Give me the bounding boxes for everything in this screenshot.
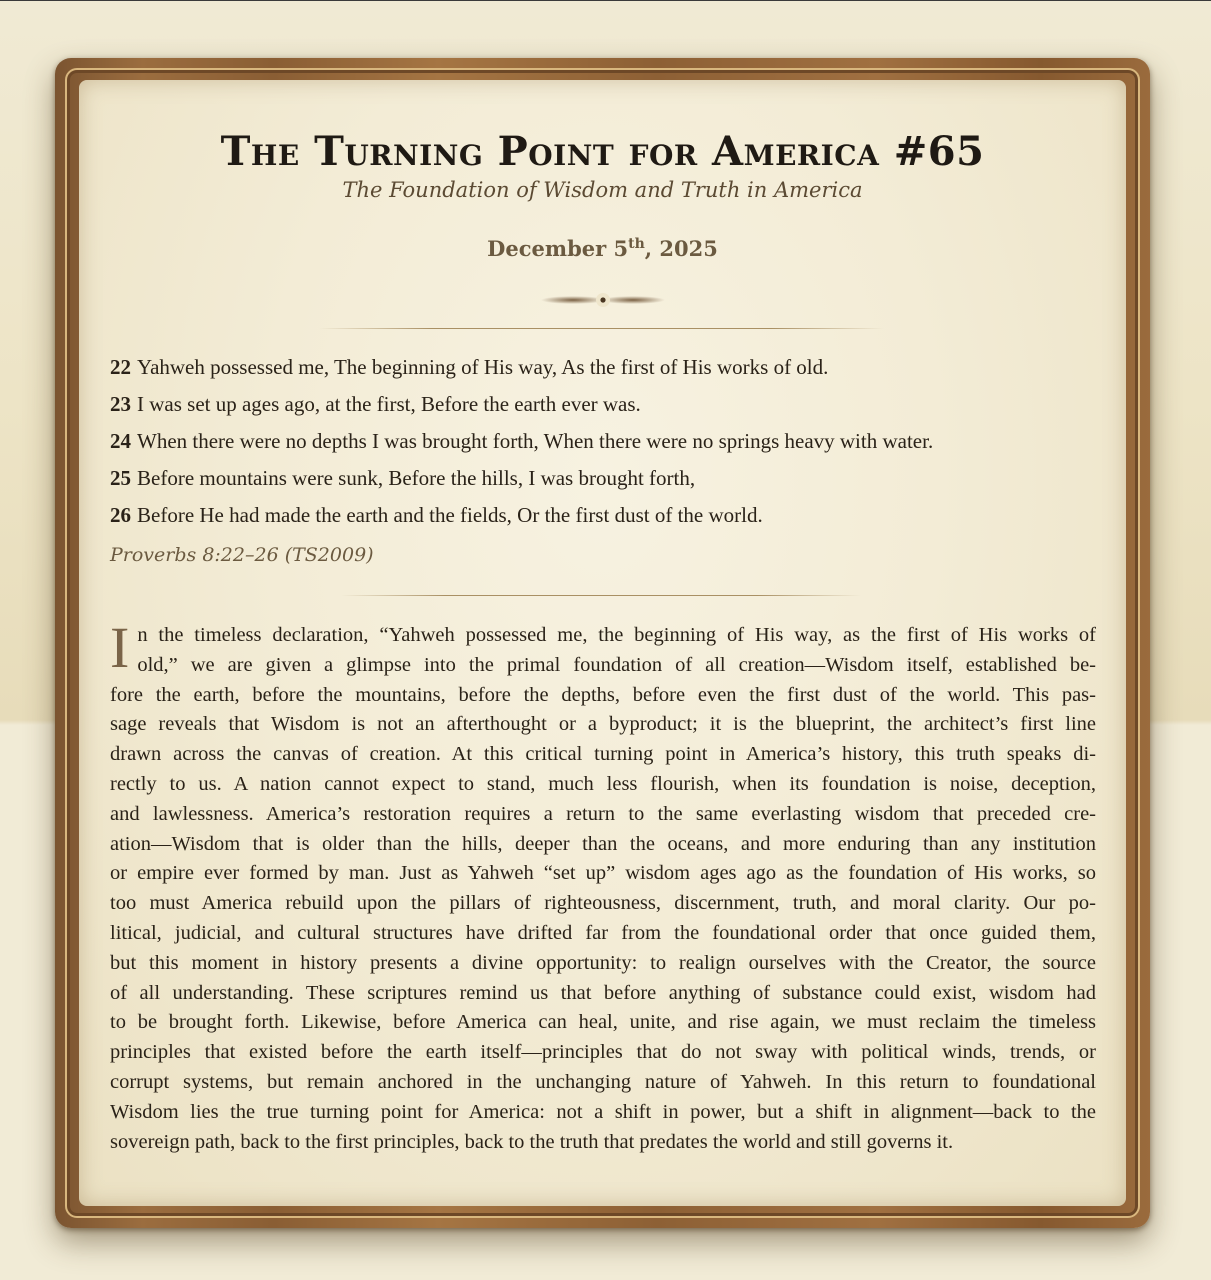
body-line: too must America rebuild upon the pillars of righteousness, discernment, truth, and moral clarity. Our po- <box>110 892 1096 915</box>
verse-25 <box>110 465 1100 502</box>
body-line: and lawlessness. America’s restoration requires a return to the same everlasting wisdom that preceded cre- <box>110 802 1096 825</box>
verse-text: Yahweh possessed me, The beginning of His way, As the first of His works of old. <box>137 355 829 379</box>
body-line: but this moment in history presents a divine opportunity: to realign ourselves with the Creator, the source <box>110 951 1096 974</box>
body-line: sage reveals that Wisdom is not an afterthought or a byproduct; it is the blueprint, the architect’s first line <box>110 713 1096 736</box>
verse-number: 24 <box>110 429 131 453</box>
body-line: litical, judicial, and cultural structures have drifted far from the foundational order that once guided them, <box>110 921 1096 944</box>
body-line: Wisdom lies the true turning point for America: not a shift in power, but a shift in alignment—back to the <box>110 1100 1096 1123</box>
verse-22 <box>110 354 1100 391</box>
commentary-body <box>110 615 1096 1157</box>
body-line-last: sovereign path, back to the first principles, back to the truth that predates the world and still governs it. <box>110 1130 954 1153</box>
date-year: , 2025 <box>644 236 718 261</box>
body-line: of all understanding. These scriptures remind us that before anything of substance could exist, wisdom had <box>110 981 1096 1004</box>
divider-ornament-icon <box>537 290 669 310</box>
verse-26 <box>110 502 1100 539</box>
wooden-frame <box>55 58 1150 1228</box>
body-line: to be brought forth. Likewise, before America can heal, unite, and rise again, we must reclaim the timeless <box>110 1011 1096 1034</box>
parchment-card <box>79 80 1126 1206</box>
verse-text: When there were no depths I was brought forth, When there were no springs heavy with water. <box>137 429 934 453</box>
verse-text: I was set up ages ago, at the first, Before the earth ever was. <box>137 392 641 416</box>
page-title: The Turning Point for America #65 <box>220 128 985 175</box>
verse-number: 23 <box>110 392 131 416</box>
verse-23 <box>110 391 1100 428</box>
page-subtitle: The Foundation of Wisdom and Truth in America <box>342 178 863 202</box>
scripture-verses <box>110 354 1100 539</box>
scripture-citation: Proverbs 8:22–26 (TS2009) <box>110 544 374 566</box>
drop-cap: I <box>110 615 130 680</box>
body-line: or empire ever formed by man. Just as Yahweh “set up” wisdom ages ago as the foundation of His works, so <box>110 862 1096 885</box>
body-line: principles that existed before the earth itself—principles that do not sway with political winds, trends, or <box>110 1041 1096 1064</box>
verse-number: 22 <box>110 355 131 379</box>
date-main: December 5 <box>487 236 629 261</box>
date-ordinal: th <box>628 236 645 252</box>
top-edge-line <box>0 0 1211 1</box>
verse-number: 26 <box>110 503 131 527</box>
divider-line-bottom <box>341 595 861 596</box>
body-line: rectly to us. A nation cannot expect to stand, much less flourish, when its foundation is noise, deception, <box>110 772 1096 795</box>
verse-text: Before mountains were sunk, Before the hills, I was brought forth, <box>137 466 696 490</box>
body-line: drawn across the canvas of creation. At this critical turning point in America’s history, this truth speaks di- <box>110 743 1096 766</box>
body-line: corrupt systems, but remain anchored in the unchanging nature of Yahweh. In this return to foundational <box>110 1070 1096 1093</box>
body-line: ation—Wisdom that is older than the hills, deeper than the oceans, and more enduring than any institution <box>110 832 1096 855</box>
body-line: old,” we are given a glimpse into the primal foundation of all creation—Wisdom itself, established be- <box>137 653 1096 676</box>
verse-24 <box>110 428 1100 465</box>
verse-number: 25 <box>110 466 131 490</box>
body-line: fore the earth, before the mountains, before the depths, before even the first dust of the world. This pas- <box>110 683 1096 706</box>
divider-line-top <box>319 328 884 329</box>
verse-text: Before He had made the earth and the fields, Or the first dust of the world. <box>137 503 763 527</box>
publication-date <box>79 236 1126 261</box>
body-line: n the timeless declaration, “Yahweh possessed me, the beginning of His way, as the first of His works of <box>137 624 1096 646</box>
